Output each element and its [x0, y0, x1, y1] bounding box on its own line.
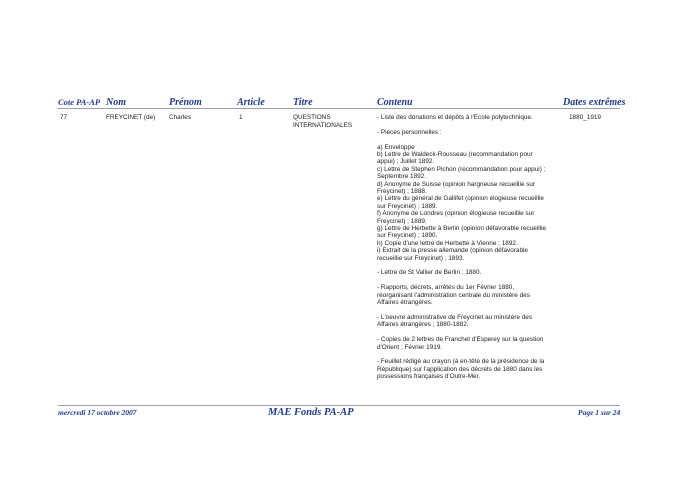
contenu-paragraph — [377, 336, 555, 351]
contenu-line: d'Orient ; Février 1919. — [377, 343, 443, 351]
cell-article: 1 — [239, 114, 243, 121]
header-rule — [58, 108, 620, 109]
contenu-line: - L'oeuvre administrative de Freycinet au ministère des — [377, 313, 533, 321]
contenu-line: - Rapports, décrets, arrêtés du 1er Février 1880, — [377, 284, 515, 292]
contenu-line: Freycinet) ; 1889. — [377, 217, 427, 225]
header-prenom: Prénom — [169, 97, 202, 108]
cell-prenom: Charles — [169, 114, 192, 121]
contenu-line: Septembre 1892. — [377, 173, 427, 181]
contenu-paragraph — [377, 129, 555, 136]
contenu-line: e) Lettre du général de Gallifet (opinion élogieuse recueillie — [377, 195, 544, 203]
contenu-paragraph — [377, 114, 555, 121]
contenu-line: d) Anonyme de Suisse (opinion hargneuse recueillie sur — [377, 180, 536, 188]
contenu-line: g) Lettre de Herbette à Berlin (opinion défavorable recueillie — [377, 225, 547, 233]
contenu-paragraph — [377, 269, 555, 276]
header-dates: Dates extrêmes — [563, 97, 626, 108]
contenu-line: - Lettre de St Vallier de Berlin ; 1880. — [377, 269, 482, 277]
header-titre: Titre — [293, 97, 313, 108]
contenu-line: a) Enveloppe — [377, 143, 415, 151]
cell-nom: FREYCINET (de) — [106, 114, 156, 121]
footer-date: mercredi 17 octobre 2007 — [58, 408, 137, 417]
header-cote: Cote PA-AP — [58, 97, 101, 107]
titre-line: INTERNATIONALES — [293, 121, 353, 129]
contenu-paragraph — [377, 358, 555, 380]
footer-page: Page 1 sur 24 — [578, 408, 621, 417]
contenu-paragraph — [377, 284, 555, 306]
cell-contenu — [377, 114, 555, 388]
contenu-line: Affaires étrangères ; 1880-1882. — [377, 321, 469, 329]
contenu-line: recueillie sur Freycinet) ; 1893. — [377, 254, 465, 262]
footer-title: MAE Fonds PA-AP — [268, 407, 354, 418]
contenu-line: - Feuillet rédigé au crayon (à en-tête de la présidence de la — [377, 358, 545, 366]
contenu-line: réorganisant l'administration centrale du ministère des — [377, 291, 530, 299]
contenu-line: - Copies de 2 lettres de Franchet d'Esperey sur la question — [377, 336, 544, 344]
header-nom: Nom — [106, 97, 126, 108]
contenu-line: f) Anonyme de Londres (opinion élogieuse recueillie sur — [377, 210, 535, 218]
footer-rule — [58, 405, 620, 406]
titre-line: QUESTIONS — [293, 114, 331, 121]
cell-titre — [293, 114, 352, 129]
contenu-line: b) Lettre de Waldeck-Rousseau (recommandation pour — [377, 151, 533, 158]
contenu-line: Freycinet) ; 1888. — [377, 188, 427, 196]
header-contenu: Contenu — [377, 97, 413, 108]
contenu-line: c) Lettre de Stephen Pichon (recommandation pour appui) ; — [377, 165, 546, 173]
contenu-line: sur Freycinet) ; 1889. — [377, 202, 438, 210]
contenu-line: sur Freycinet) ; 1890. — [377, 232, 438, 240]
contenu-line: - Pièces personnelles : — [377, 128, 442, 136]
contenu-line: République) sur l'application des décrets de 1880 dans les — [377, 365, 543, 373]
contenu-line: - Liste des donations et dépôts à l'Ecole polytechnique. — [377, 114, 533, 121]
cell-cote: 77 — [60, 114, 68, 121]
contenu-paragraph — [377, 314, 555, 329]
cell-dates: 1880_1919 — [569, 114, 601, 121]
contenu-line: i) Extrait de la presse allemande (opinion défavorable — [377, 247, 528, 255]
contenu-line: h) Copie d'une lettre de Herbette à Vienne ; 1892. — [377, 239, 518, 247]
contenu-paragraph — [377, 144, 555, 263]
contenu-line: Affaires étrangères. — [377, 299, 433, 307]
contenu-line: appui) ; Juillet 1892. — [377, 158, 435, 166]
contenu-line: possessions françaises d'Outre-Mer. — [377, 373, 481, 381]
header-article: Article — [237, 97, 265, 108]
